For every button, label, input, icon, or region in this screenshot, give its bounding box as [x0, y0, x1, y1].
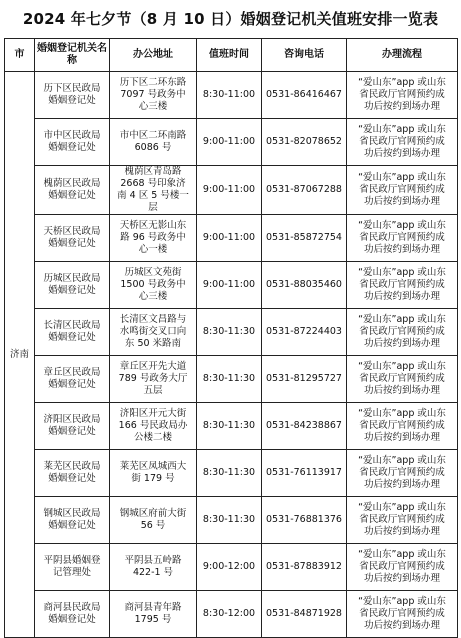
table-row [5, 215, 458, 262]
process-cell-line: 省民政厅官网预约成 [359, 89, 445, 100]
phone-cell: 0531-85872754 [262, 215, 347, 262]
office-name-cell-line: 婚姻登记处 [48, 95, 96, 106]
process-cell-line: “爱山东”app 或山东 [358, 314, 446, 325]
hours-cell: 9:00-12:00 [197, 544, 262, 591]
header-phone: 咨询电话 [262, 39, 347, 72]
process-cell [347, 403, 458, 450]
process-cell-line: 省民政厅官网预约成 [359, 514, 445, 525]
office-name-cell [35, 262, 110, 309]
office-name-cell-line: 平阴县婚姻登 [43, 555, 101, 566]
process-cell-line: 省民政厅官网预约成 [359, 136, 445, 147]
header-office: 婚姻登记机关名称 [35, 39, 110, 72]
address-cell [110, 544, 197, 591]
address-cell-line: 商河县青年路 [124, 602, 182, 613]
address-cell-line: 钢城区府前大街 [119, 508, 187, 519]
process-cell [347, 450, 458, 497]
table-row [5, 356, 458, 403]
table-row [5, 544, 458, 591]
table-row [5, 591, 458, 638]
process-cell-line: 省民政厅官网预约成 [359, 184, 445, 195]
process-cell-line: 功后按约到场办理 [363, 620, 440, 631]
process-cell-line: “爱山东”app 或山东 [358, 502, 446, 513]
hours-cell: 8:30-11:30 [197, 403, 262, 450]
city-cell: 济南 [5, 72, 35, 638]
process-cell-line: 省民政厅官网预约成 [359, 467, 445, 478]
address-cell-line: 历城区文苑街 [124, 267, 182, 278]
header-address: 办公地址 [110, 39, 197, 72]
phone-cell: 0531-84238867 [262, 403, 347, 450]
address-cell-line: 789 号政务大厅 [118, 373, 188, 384]
process-cell-line: “爱山东”app 或山东 [358, 455, 446, 466]
process-cell-line: 省民政厅官网预约成 [359, 608, 445, 619]
address-cell-line: 166 号民政局办 [118, 420, 188, 431]
process-cell-line: 功后按约到场办理 [363, 385, 440, 396]
office-name-cell-line: 婚姻登记处 [48, 332, 96, 343]
process-cell-line: 省民政厅官网预约成 [359, 279, 445, 290]
office-name-cell-line: 婚姻登记处 [48, 285, 96, 296]
office-name-cell [35, 450, 110, 497]
address-cell-line: 槐荫区青岛路 [124, 166, 182, 177]
address-cell-line: 公楼二楼 [133, 432, 172, 443]
address-cell [110, 450, 197, 497]
table-row [5, 403, 458, 450]
process-cell-line: 功后按约到场办理 [363, 526, 440, 537]
process-cell-line: 省民政厅官网预约成 [359, 232, 445, 243]
phone-cell: 0531-82078652 [262, 119, 347, 166]
address-cell-line: 层 [148, 202, 158, 213]
office-name-cell-line: 婚姻登记处 [48, 238, 96, 249]
office-name-cell [35, 215, 110, 262]
address-cell-line: 天桥区无影山东 [119, 220, 187, 231]
office-name-cell-line: 婚姻登记处 [48, 190, 96, 201]
address-cell-line: 心三楼 [138, 101, 168, 112]
phone-cell: 0531-81295727 [262, 356, 347, 403]
office-name-cell-line: 莱芜区民政局 [43, 461, 101, 472]
hours-cell: 9:00-11:00 [197, 119, 262, 166]
office-name-cell-line: 婚姻登记处 [48, 142, 96, 153]
address-cell-line: 心一楼 [138, 244, 168, 255]
address-cell-line: 水鸣街交叉口向 [119, 326, 187, 337]
process-cell [347, 119, 458, 166]
office-name-cell-line: 天桥区民政局 [43, 226, 101, 237]
address-cell [110, 166, 197, 215]
office-name-cell-line: 婚姻登记处 [48, 426, 96, 437]
process-cell-line: 功后按约到场办理 [363, 573, 440, 584]
hours-cell: 8:30-11:30 [197, 309, 262, 356]
office-name-cell-line: 槐荫区民政局 [43, 178, 101, 189]
address-cell-line: 莱芜区凤城西大 [119, 461, 187, 472]
hours-cell: 8:30-11:30 [197, 497, 262, 544]
address-cell [110, 356, 197, 403]
process-cell-line: 功后按约到场办理 [363, 101, 440, 112]
process-cell-line: “爱山东”app 或山东 [358, 124, 446, 135]
process-cell-line: 功后按约到场办理 [363, 291, 440, 302]
hours-cell: 9:00-11:00 [197, 166, 262, 215]
address-cell-line: 南 4 区 5 号楼一 [117, 190, 189, 201]
address-cell-line: 济阳区开元大街 [119, 408, 187, 419]
address-cell-line: 市中区二环南路 [119, 130, 187, 141]
process-cell-line: “爱山东”app 或山东 [358, 220, 446, 231]
table-row [5, 119, 458, 166]
address-cell-line: 1795 号 [134, 614, 172, 625]
table-row [5, 262, 458, 309]
address-cell [110, 309, 197, 356]
address-cell [110, 215, 197, 262]
process-cell [347, 309, 458, 356]
office-name-cell-line: 历下区民政局 [43, 83, 101, 94]
table-row [5, 497, 458, 544]
table-body [5, 72, 458, 638]
process-cell-line: 功后按约到场办理 [363, 338, 440, 349]
process-cell-line: “爱山东”app 或山东 [358, 172, 446, 183]
header-process: 办理流程 [347, 39, 458, 72]
header-hours: 值班时间 [197, 39, 262, 72]
office-name-cell-line: 济阳区民政局 [43, 414, 101, 425]
address-cell [110, 403, 197, 450]
office-name-cell-line: 婚姻登记处 [48, 473, 96, 484]
address-cell-line: 东 50 米路南 [124, 338, 182, 349]
process-cell [347, 166, 458, 215]
process-cell-line: “爱山东”app 或山东 [358, 267, 446, 278]
address-cell-line: 7097 号政务中 [120, 89, 186, 100]
office-name-cell [35, 119, 110, 166]
address-cell [110, 119, 197, 166]
duty-schedule-table [4, 38, 458, 638]
process-cell-line: 功后按约到场办理 [363, 244, 440, 255]
address-cell-line: 五层 [143, 385, 163, 396]
address-cell-line: 长清区文昌路与 [119, 314, 187, 325]
address-cell-line: 422-1 号 [132, 567, 174, 578]
phone-cell: 0531-76113917 [262, 450, 347, 497]
office-name-cell [35, 544, 110, 591]
office-name-cell-line: 钢城区民政局 [43, 508, 101, 519]
table-row [5, 450, 458, 497]
office-name-cell-line: 婚姻登记处 [48, 614, 96, 625]
address-cell-line: 平阴县五岭路 [124, 555, 182, 566]
phone-cell: 0531-88035460 [262, 262, 347, 309]
phone-cell: 0531-87224403 [262, 309, 347, 356]
process-cell [347, 215, 458, 262]
table-header-row [5, 39, 458, 72]
process-cell-line: 功后按约到场办理 [363, 196, 440, 207]
table-row [5, 309, 458, 356]
office-name-cell [35, 356, 110, 403]
office-name-cell-line: 长清区民政局 [43, 320, 101, 331]
process-cell-line: 省民政厅官网预约成 [359, 420, 445, 431]
phone-cell: 0531-84871928 [262, 591, 347, 638]
office-name-cell [35, 403, 110, 450]
office-name-cell-line: 市中区民政局 [43, 130, 101, 141]
office-name-cell-line: 婚姻登记处 [48, 520, 96, 531]
hours-cell: 8:30-11:30 [197, 450, 262, 497]
office-name-cell-line: 历城区民政局 [43, 273, 101, 284]
address-cell [110, 262, 197, 309]
hours-cell: 8:30-11:30 [197, 356, 262, 403]
process-cell-line: 功后按约到场办理 [363, 432, 440, 443]
process-cell [347, 72, 458, 119]
address-cell [110, 497, 197, 544]
address-cell-line: 1500 号政务中 [120, 279, 186, 290]
office-name-cell-line: 商河县民政局 [43, 602, 101, 613]
process-cell-line: 功后按约到场办理 [363, 148, 440, 159]
process-cell-line: “爱山东”app 或山东 [358, 77, 446, 88]
document-title: 2024 年七夕节（8 月 10 日）婚姻登记机关值班安排一览表 [22, 10, 439, 28]
office-name-cell-line: 婚姻登记处 [48, 379, 96, 390]
process-cell-line: 省民政厅官网预约成 [359, 373, 445, 384]
phone-cell: 0531-86416467 [262, 72, 347, 119]
process-cell-line: “爱山东”app 或山东 [358, 361, 446, 372]
process-cell-line: “爱山东”app 或山东 [358, 408, 446, 419]
process-cell-line: 功后按约到场办理 [363, 479, 440, 490]
process-cell [347, 544, 458, 591]
process-cell [347, 497, 458, 544]
address-cell-line: 街 179 号 [131, 473, 175, 484]
process-cell-line: 省民政厅官网预约成 [359, 326, 445, 337]
process-cell-line: “爱山东”app 或山东 [358, 549, 446, 560]
office-name-cell [35, 166, 110, 215]
address-cell [110, 72, 197, 119]
hours-cell: 8:30-11:00 [197, 72, 262, 119]
address-cell-line: 心三楼 [138, 291, 168, 302]
hours-cell: 8:30-12:00 [197, 591, 262, 638]
process-cell-line: “爱山东”app 或山东 [358, 596, 446, 607]
office-name-cell-line: 章丘区民政局 [43, 367, 101, 378]
process-cell [347, 591, 458, 638]
office-name-cell [35, 591, 110, 638]
hours-cell: 9:00-11:00 [197, 215, 262, 262]
office-name-cell [35, 72, 110, 119]
office-name-cell [35, 497, 110, 544]
office-name-cell-line: 记管理处 [52, 567, 91, 578]
address-cell-line: 路 96 号政务中 [120, 232, 186, 243]
office-name-cell [35, 309, 110, 356]
address-cell [110, 591, 197, 638]
process-cell [347, 356, 458, 403]
process-cell-line: 省民政厅官网预约成 [359, 561, 445, 572]
phone-cell: 0531-87067288 [262, 166, 347, 215]
table-row [5, 72, 458, 119]
phone-cell: 0531-76881376 [262, 497, 347, 544]
phone-cell: 0531-87883912 [262, 544, 347, 591]
address-cell-line: 56 号 [140, 520, 166, 531]
process-cell [347, 262, 458, 309]
table-row [5, 166, 458, 215]
address-cell-line: 历下区二环东路 [119, 77, 187, 88]
address-cell-line: 6086 号 [134, 142, 172, 153]
hours-cell: 9:00-11:00 [197, 262, 262, 309]
address-cell-line: 章丘区开先大道 [119, 361, 187, 372]
address-cell-line: 2668 号印象济 [120, 178, 186, 189]
header-city: 市 [5, 39, 35, 72]
